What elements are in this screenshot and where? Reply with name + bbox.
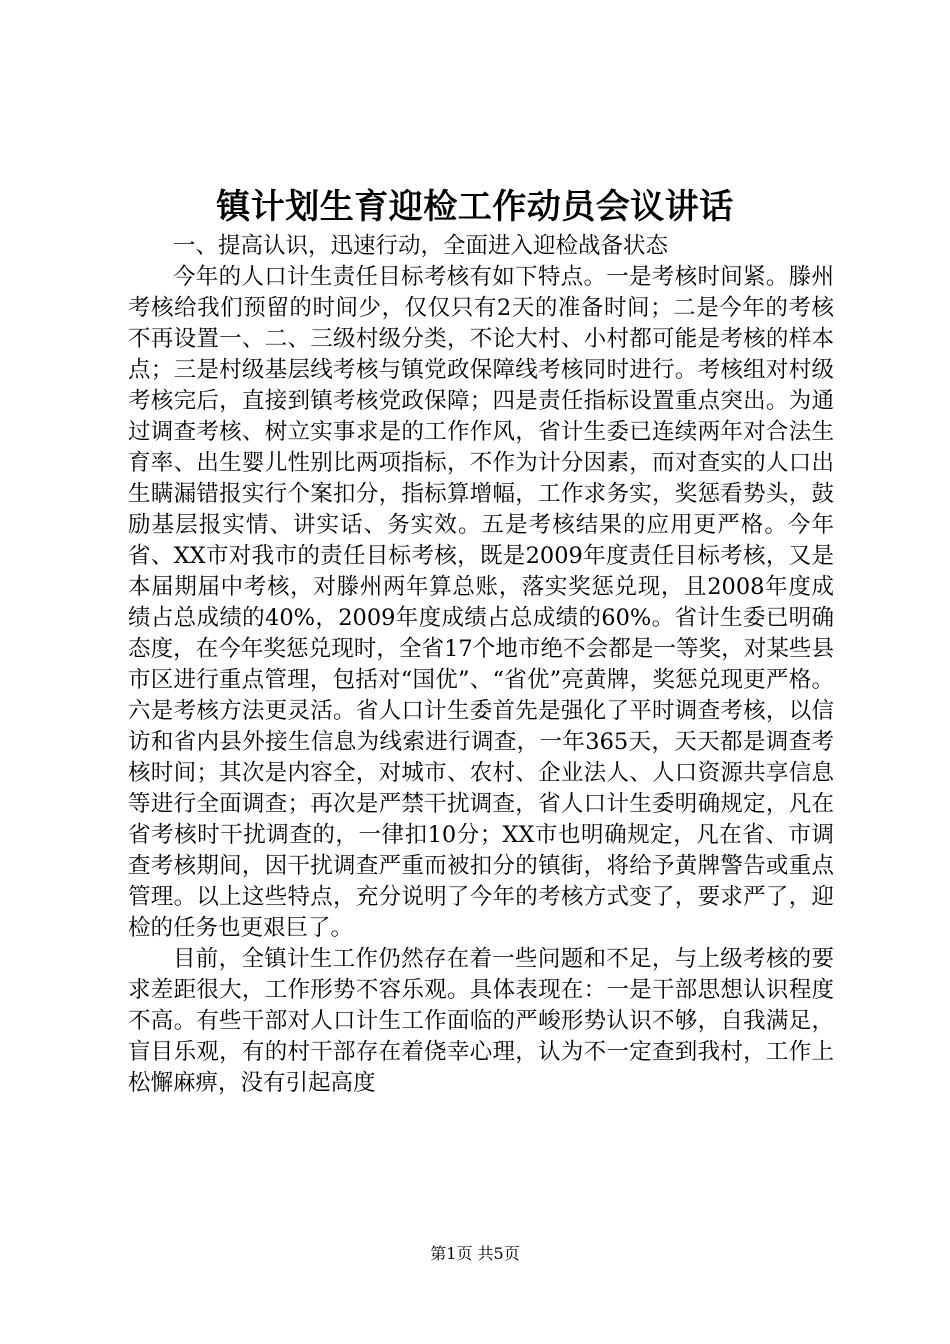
body-paragraph: 今年的人口计生责任目标考核有如下特点。一是考核时间紧。滕州考核给我们预留的时间少，仅仅只有2天的准备时间；二是今年的考核不再设置一、二、三级村级分类，不论大村、小村都可能是考核的样本点；三是村级基层线考核与镇党政保障线考核同时进行。考核组对村级考核完后，直接到镇考核党政保障；四是责任指标设置重点突出。为通过调查考核、树立实事求是的工作作风，省计生委已连续两年对合法生育率、出生婴儿性别比两项指标，不作为计分因素，而对查实的人口出生瞒漏错报实行个案扣分，指标算增幅，工作求务实，奖惩看势头，鼓励基层报实情、讲实话、务实效。五是考核结果的应用更严格。今年省、XX市对我市的责任目标考核，既是2009年度责任目标考核，又是本届期届中考核，对滕州两年算总账，落实奖惩兑现，且2008年度成绩占总成绩的40%，2009年度成绩占总成绩的60%。省计生委已明确态度，在今年奖惩兑现时，全省17个地市绝不会都是一等奖，对某些县市区进行重点管理，包括对“国优”、“省优”亮黄牌，奖惩兑现更严格。六是考核方法更灵活。省人口计生委首先是强化了平时调查考核，以信访和省内县外接生信息为线索进行调查，一年365天，天天都是调查考核时间；其次是内容全，对城市、农村、企业法人、人口资源共享信息等进行全面调查；再次是严禁干扰调查，省人口计生委明确规定，凡在省考核时干扰调查的，一律扣10分；XX市也明确规定，凡在省、市调查考核期间，因干扰调查严重而被扣分的镇街，将给予黄牌警告或重点管理。以上这些特点，充分说明了今年的考核方式变了，要求严了，迎检的任务也更艰巨了。 [128, 264, 834, 941]
document-title: 镇计划生育迎检工作动员会议讲话 [216, 187, 734, 227]
section-heading: 一、提高认识，迅速行动，全面进入迎检战备状态 [173, 233, 669, 259]
document-body [128, 231, 834, 1099]
page-number-footer: 第1页 共5页 [430, 1244, 520, 1263]
body-paragraph: 目前，全镇计生工作仍然存在着一些问题和不足，与上级考核的要求差距很大，工作形势不容乐观。具体表现在：一是干部思想认识程度不高。有些干部对人口计生工作面临的严峻形势认识不够，自我满足，盲目乐观，有的村干部存在着侥幸心理，认为不一定查到我村，工作上松懈麻痹，没有引起高度 [128, 946, 834, 1096]
